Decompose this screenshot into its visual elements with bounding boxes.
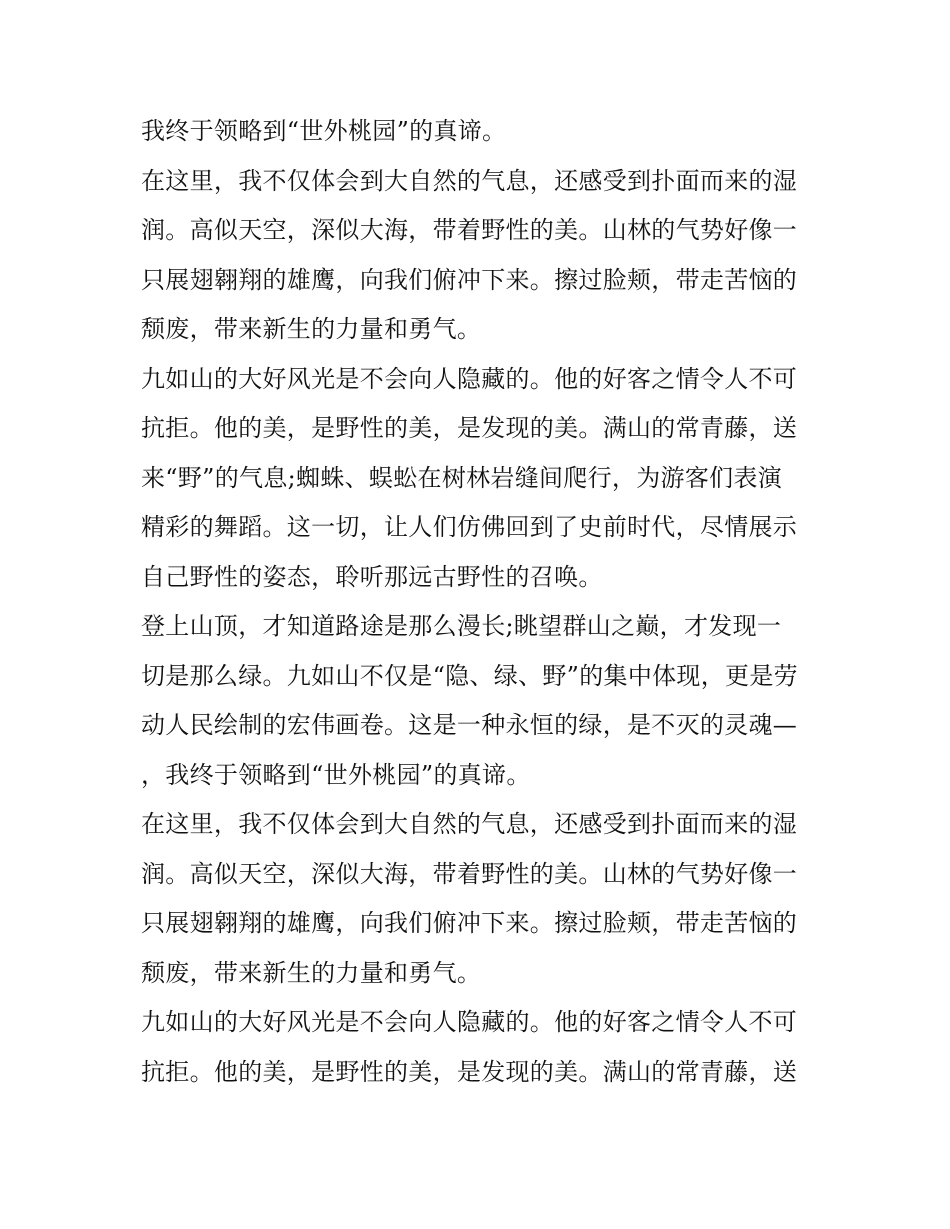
text-line: 来“野”的气息;蜘蛛、蜈蚣在树林岩缝间爬行，为游客们表演	[141, 463, 783, 492]
text-line: 在这里，我不仅体会到大自然的气息，还感受到扑面而来的湿	[141, 166, 798, 195]
text-line: 只展翅翱翔的雄鹰，向我们俯冲下来。擦过脸颊，带走苦恼的	[141, 909, 798, 937]
text-line: 抗拒。他的美，是野性的美，是发现的美。满山的常青藤，送	[141, 414, 798, 442]
text-line: 我终于领略到“世外桃园”的真谛。	[141, 117, 507, 145]
text-line: 九如山的大好风光是不会向人隐藏的。他的好客之情令人不可	[141, 1008, 798, 1036]
text-line: 抗拒。他的美，是野性的美，是发现的美。满山的常青藤，送	[141, 1057, 798, 1086]
text-line: 在这里，我不仅体会到大自然的气息，还感受到扑面而来的湿	[141, 810, 798, 838]
text-line: 自己野性的姿态，聆听那远古野性的召唤。	[141, 562, 603, 591]
text-line: 润。高似天空，深似大海，带着野性的美。山林的气势好像一	[141, 859, 798, 888]
text-line: 登上山顶，才知道路途是那么漫长;眺望群山之巅，才发现一	[141, 612, 782, 640]
text-line: 精彩的舞蹈。这一切，让人们仿佛回到了史前时代，尽情展示	[141, 513, 798, 541]
text-line: 颓废，带来新生的力量和勇气。	[141, 958, 482, 987]
document-body	[141, 107, 821, 1097]
text-line: 只展翅翱翔的雄鹰，向我们俯冲下来。擦过脸颊，带走苦恼的	[141, 265, 798, 294]
text-line: ，我终于领略到“世外桃园”的真谛。	[141, 760, 531, 789]
text-line: 润。高似天空，深似大海，带着野性的美。山林的气势好像一	[141, 216, 798, 244]
text-line: 动人民绘制的宏伟画卷。这是一种永恒的绿，是不灭的灵魂—	[141, 711, 798, 739]
text-line: 九如山的大好风光是不会向人隐藏的。他的好客之情令人不可	[141, 364, 798, 393]
text-line: 切是那么绿。九如山不仅是“隐、绿、野”的集中体现，更是劳	[141, 661, 798, 690]
text-line: 颓废，带来新生的力量和勇气。	[141, 315, 482, 343]
